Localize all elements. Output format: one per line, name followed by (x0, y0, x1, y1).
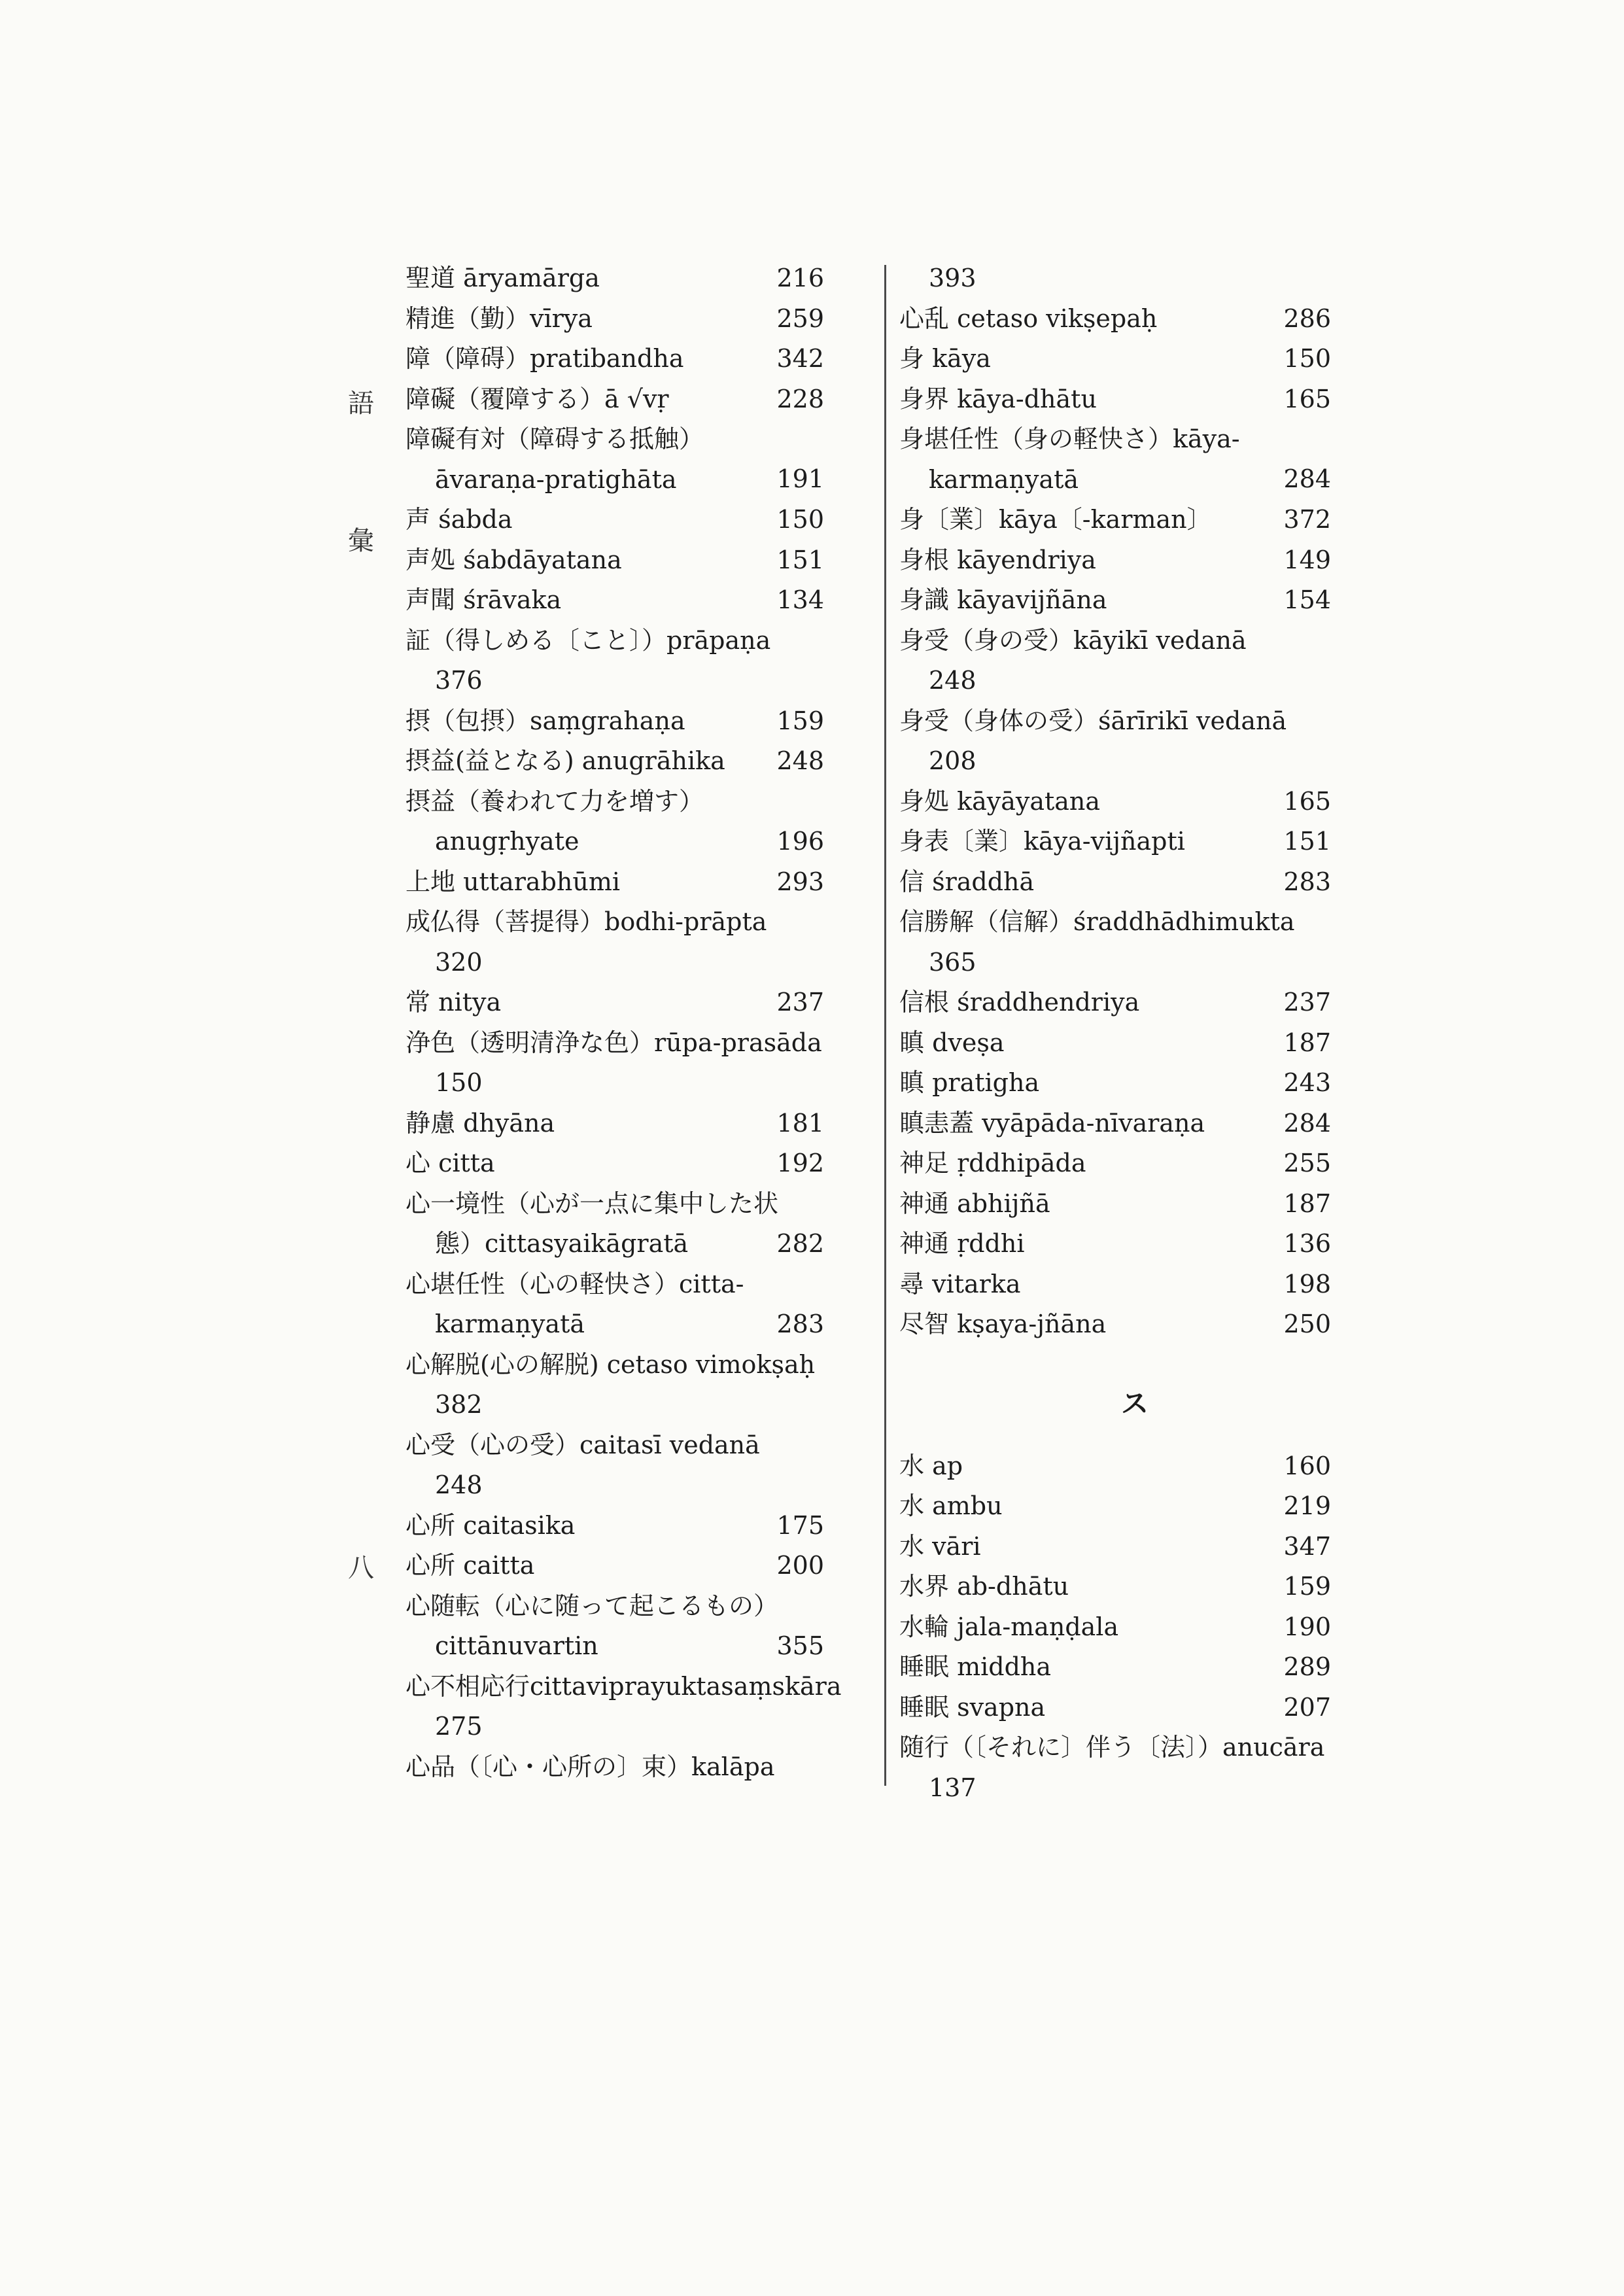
entry-term: 身処 kāyāyatana (899, 786, 1101, 816)
entry-term: 身受（身体の受）śārīrikī vedanā (899, 706, 1287, 735)
index-entry (406, 1546, 876, 1586)
entry-continuation: 態）cittasyaikāgratā (435, 1229, 689, 1258)
entry-term: 静慮 dhyāna (406, 1108, 555, 1138)
index-entry (899, 1184, 1370, 1225)
entry-continuation: 137 (929, 1773, 976, 1802)
entry-page-number: 165 (1283, 786, 1331, 816)
entry-page-number: 159 (776, 706, 824, 735)
entry-term: 障礙有対（障碍する抵触） (406, 425, 704, 453)
index-entry (899, 983, 1370, 1023)
index-entry (406, 419, 876, 500)
entry-term: 瞋 pratigha (899, 1068, 1040, 1097)
entry-page-number: 181 (776, 1108, 824, 1138)
index-entry (406, 1143, 876, 1184)
entry-term: 信 śraddhā (899, 867, 1035, 896)
entry-term: 証（得しめる〔こと〕）prāpaṇa (406, 625, 771, 655)
index-entry (899, 299, 1370, 339)
entry-continuation: 320 (435, 947, 483, 977)
entry-term: 身受（身の受）kāyikī vedanā (899, 625, 1247, 655)
entry-page-number: 237 (1283, 988, 1331, 1017)
entry-term: 声処 śabdāyatana (406, 545, 622, 574)
entry-term: 水 ambu (899, 1491, 1003, 1520)
entry-term: 心堪任性（心の軽快さ）citta- (406, 1269, 744, 1298)
entry-page-number: 293 (776, 867, 824, 896)
index-entry (899, 822, 1370, 862)
entry-term: 浄色（透明清浄な色）rūpa-prasāda (406, 1028, 822, 1057)
index-column-right (899, 258, 1370, 1808)
entry-term: 障礙（覆障する）ā √vṛ (406, 384, 669, 413)
entry-term: 心所 caitta (406, 1551, 535, 1580)
entry-term: 睡眠 svapna (899, 1692, 1046, 1722)
entry-term: 身識 kāyavijñāna (899, 585, 1107, 614)
entry-continuation: 382 (435, 1390, 483, 1419)
index-entry (899, 701, 1370, 782)
entry-page-number: 248 (776, 746, 824, 775)
entry-page-number: 207 (1283, 1692, 1331, 1722)
index-entry (899, 419, 1370, 500)
entry-continuation: 376 (435, 666, 483, 695)
entry-term: 身堪任性（身の軽快さ）kāya- (899, 425, 1240, 453)
entry-term: 水界 ab-dhātu (899, 1572, 1069, 1601)
index-entry (899, 1527, 1370, 1567)
entry-page-number: 255 (1283, 1149, 1331, 1177)
entry-term: 心品（〔心・心所の〕束）kalāpa (406, 1752, 775, 1781)
entry-page-number: 286 (1283, 304, 1331, 333)
index-entry (406, 1425, 876, 1506)
index-entry (899, 1023, 1370, 1064)
index-entry (899, 500, 1370, 540)
entry-page-number: 150 (776, 505, 824, 534)
index-entry (899, 1304, 1370, 1345)
index-entry (406, 540, 876, 581)
index-entry (899, 1446, 1370, 1487)
entry-continuation: 150 (435, 1068, 483, 1097)
entry-continuation: 208 (929, 746, 976, 775)
entry-page-number: 134 (776, 585, 824, 614)
index-entry (899, 379, 1370, 420)
entry-term: 水 vāri (899, 1531, 981, 1561)
index-entry (899, 1607, 1370, 1648)
entry-page-number: 243 (1283, 1068, 1331, 1097)
side-label-1: 語 (348, 389, 374, 419)
index-entry (899, 1486, 1370, 1527)
entry-page-number: 192 (776, 1149, 824, 1177)
index-entry (406, 1264, 876, 1345)
section-heading: ス (1120, 1387, 1149, 1419)
entry-page-number: 150 (1283, 344, 1331, 373)
index-entry (899, 621, 1370, 701)
entry-page-number: 190 (1283, 1612, 1331, 1641)
index-entry (899, 1728, 1370, 1808)
entry-term: 身根 kāyendriya (899, 545, 1096, 574)
entry-continuation: 248 (929, 666, 976, 695)
entry-term: 水輪 jala-maṇḍala (899, 1612, 1119, 1641)
entry-page-number: 159 (1283, 1572, 1331, 1601)
entry-page-number: 284 (1283, 464, 1331, 493)
index-entry (899, 1224, 1370, 1264)
index-entry (406, 1506, 876, 1546)
entry-page-number: 219 (1283, 1491, 1331, 1520)
side-label-3: 八 (348, 1553, 374, 1583)
index-entry (406, 621, 876, 701)
index-column-left (406, 258, 876, 1787)
entry-term: 尽智 kṣaya-jñāna (899, 1310, 1107, 1338)
entry-page-number: 165 (1283, 384, 1331, 413)
entry-term: 精進（勤）vīrya (406, 304, 593, 333)
entry-page-number: 372 (1283, 505, 1331, 534)
entry-term: 心随転（心に随って起こるもの） (406, 1591, 779, 1620)
index-entry (406, 299, 876, 339)
entry-page-number: 284 (1283, 1108, 1331, 1138)
index-entry (406, 580, 876, 621)
index-entry (899, 258, 1370, 299)
entry-term: 声聞 śrāvaka (406, 585, 562, 614)
entry-term: 成仏得（菩提得）bodhi-prāpta (406, 907, 767, 936)
entry-page-number: 196 (776, 826, 824, 856)
index-entry (406, 1023, 876, 1104)
entry-page-number: 151 (776, 545, 824, 574)
entry-page-number: 136 (1283, 1229, 1331, 1258)
index-entry (406, 902, 876, 983)
entry-term: 心乱 cetaso vikṣepaḥ (899, 304, 1158, 333)
index-entry (406, 1747, 876, 1788)
entry-continuation: cittānuvartin (435, 1631, 598, 1660)
entry-continuation: 393 (929, 264, 976, 292)
entry-term: 尋 vitarka (899, 1269, 1021, 1298)
entry-continuation: 365 (929, 947, 976, 977)
entry-page-number: 151 (1283, 827, 1331, 856)
entry-term: 随行（〔それに〕伴う〔法〕）anucāra (899, 1733, 1325, 1762)
entry-page-number: 283 (776, 1309, 824, 1338)
entry-page-number: 342 (776, 344, 824, 373)
index-entry (899, 339, 1370, 379)
entry-continuation: anugṛhyate (435, 827, 579, 856)
entry-term: 心 citta (406, 1149, 495, 1177)
index-entry (899, 1104, 1370, 1144)
entry-term: 神通 abhijñā (899, 1189, 1050, 1218)
entry-term: 信根 śraddhendriya (899, 988, 1140, 1017)
entry-continuation: 275 (435, 1712, 483, 1741)
entry-page-number: 154 (1283, 585, 1331, 614)
index-entry (406, 500, 876, 540)
index-entry (406, 782, 876, 862)
index-entry (406, 983, 876, 1023)
entry-term: 信勝解（信解）śraddhādhimukta (899, 907, 1295, 936)
index-entry (899, 1063, 1370, 1104)
entry-page-number: 283 (1283, 867, 1331, 896)
entry-term: 神足 ṛddhipāda (899, 1149, 1086, 1177)
entry-term: 聖道 āryamārga (406, 264, 600, 292)
entry-continuation: 248 (435, 1470, 483, 1499)
entry-term: 常 nitya (406, 988, 502, 1017)
entry-page-number: 228 (776, 384, 824, 413)
entry-term: 心不相応行cittaviprayuktasaṃskāra (406, 1671, 842, 1701)
index-entry (899, 902, 1370, 983)
index-entry (406, 1586, 876, 1667)
index-entry (406, 1184, 876, 1264)
entry-term: 摂益(益となる) anugrāhika (406, 746, 725, 775)
entry-page-number: 149 (1283, 545, 1331, 574)
index-entry (406, 862, 876, 903)
index-entry (899, 540, 1370, 581)
entry-page-number: 187 (1283, 1189, 1331, 1218)
entry-term: 水 ap (899, 1451, 963, 1480)
index-entry (406, 701, 876, 742)
index-entry (899, 1567, 1370, 1607)
index-entry (406, 339, 876, 379)
index-entry (406, 1345, 876, 1425)
entry-term: 摂（包摂）saṃgrahaṇa (406, 706, 685, 735)
entry-page-number: 355 (776, 1631, 824, 1660)
entry-term: 心一境性（心が一点に集中した状 (406, 1189, 779, 1218)
entry-continuation: karmaṇyatā (929, 464, 1079, 494)
index-entry (406, 1667, 876, 1747)
entry-page-number: 198 (1283, 1269, 1331, 1298)
index-entry (899, 1647, 1370, 1688)
entry-continuation: karmaṇyatā (435, 1310, 585, 1338)
entry-term: 瞋恚蓋 vyāpāda-nīvaraṇa (899, 1108, 1205, 1138)
entry-page-number: 160 (1283, 1451, 1331, 1480)
entry-term: 心受（心の受）caitasī vedanā (406, 1430, 760, 1459)
entry-page-number: 216 (776, 264, 824, 292)
entry-term: 障（障碍）pratibandha (406, 344, 684, 373)
entry-term: 身〔業〕kāya〔-karman〕 (899, 505, 1212, 534)
entry-page-number: 289 (1283, 1652, 1331, 1681)
index-entry (406, 258, 876, 299)
index-entry (899, 580, 1370, 621)
entry-term: 神通 ṛddhi (899, 1229, 1025, 1258)
entry-term: 心所 caitasika (406, 1510, 576, 1540)
entry-continuation: āvaraṇa-pratighāta (435, 464, 677, 494)
entry-term: 身界 kāya-dhātu (899, 384, 1097, 413)
index-entry (899, 782, 1370, 822)
entry-page-number: 237 (776, 988, 824, 1017)
entry-page-number: 200 (776, 1551, 824, 1580)
entry-page-number: 347 (1283, 1531, 1331, 1561)
entry-term: 身表〔業〕kāya-vijñapti (899, 827, 1185, 856)
entry-page-number: 191 (776, 464, 824, 493)
index-entry (899, 862, 1370, 903)
entry-page-number: 250 (1283, 1310, 1331, 1338)
index-entry (899, 1264, 1370, 1305)
entry-page-number: 282 (776, 1228, 824, 1258)
entry-term: 摂益（養われて力を増す） (406, 786, 704, 816)
index-entry (406, 741, 876, 782)
entry-term: 心解脱(心の解脱) cetaso vimokṣaḥ (406, 1349, 816, 1379)
entry-term: 睡眠 middha (899, 1652, 1052, 1681)
entry-page-number: 187 (1283, 1028, 1331, 1057)
column-divider (884, 265, 886, 1786)
entry-page-number: 259 (776, 304, 824, 333)
index-entry (406, 379, 876, 420)
entry-term: 身 kāya (899, 344, 991, 373)
entry-page-number: 175 (776, 1510, 824, 1540)
index-entry (899, 1688, 1370, 1728)
entry-term: 上地 uttarabhūmi (406, 867, 621, 896)
entry-term: 瞋 dveṣa (899, 1028, 1005, 1057)
index-entry (899, 1143, 1370, 1184)
side-label-2: 彙 (348, 526, 374, 556)
entry-term: 声 śabda (406, 505, 513, 534)
index-entry (406, 1104, 876, 1144)
